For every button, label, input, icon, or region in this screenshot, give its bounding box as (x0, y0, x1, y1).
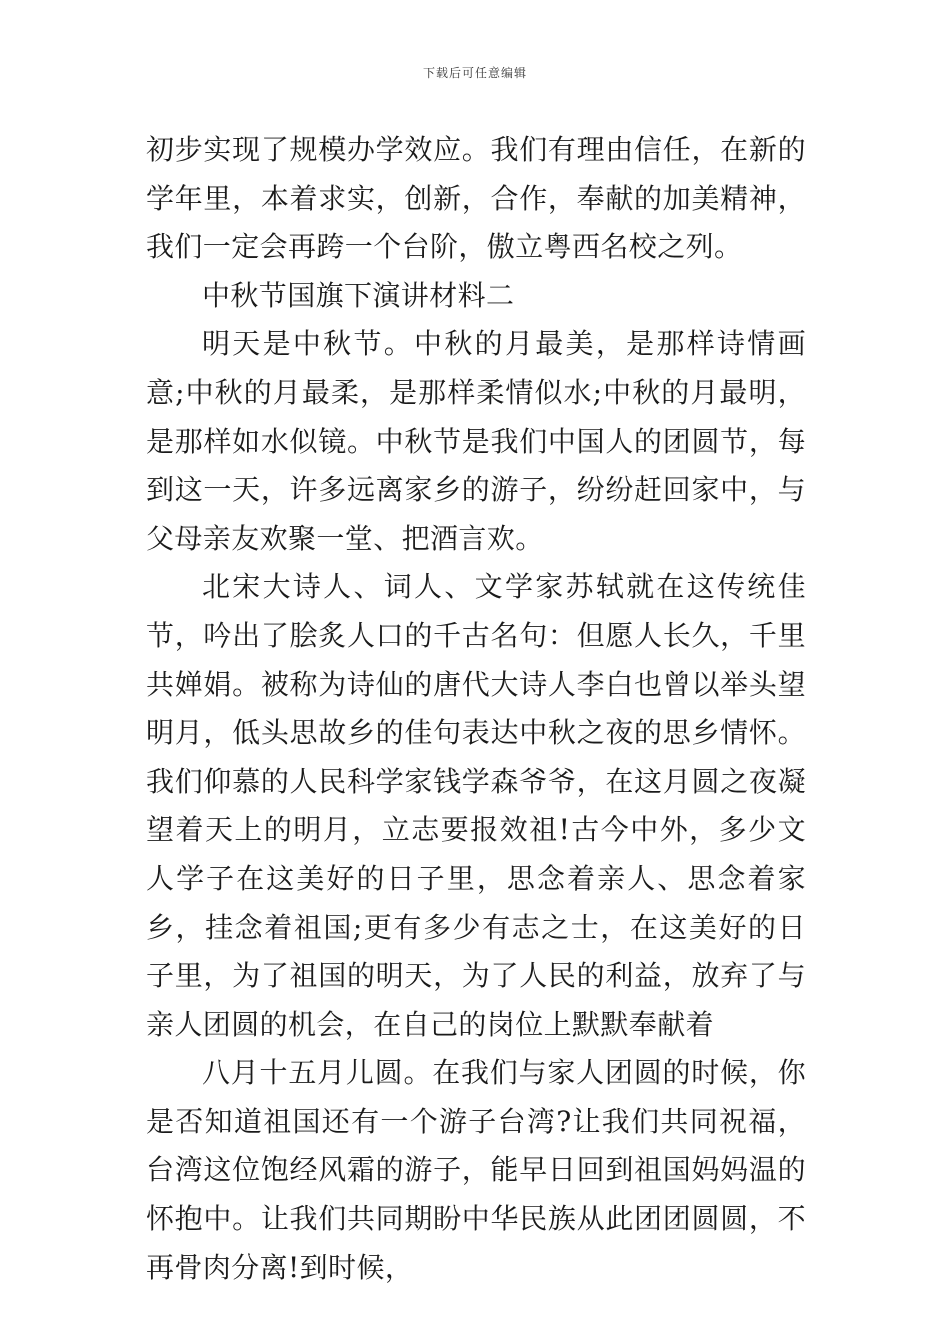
paragraph-continuation: 初步实现了规模办学效应。我们有理由信任，在新的学年里，本着求实，创新，合作，奉献的加美精神，我们一定会再跨一个台阶，傲立粤西名校之列。 (146, 133, 806, 264)
section-heading: 中秋节国旗下演讲材料二 (202, 278, 515, 312)
header-note: 下载后可任意编辑 (422, 66, 527, 80)
document-body (146, 126, 806, 1292)
paragraph: 北宋大诗人、词人、文学家苏轼就在这传统佳节，吟出了脍炙人口的千古名句：但愿人长久，千里共婵娟。被称为诗仙的唐代大诗人李白也曾以举头望明月，低头思故乡的佳句表达中秋之夜的思乡情怀。我们仰慕的人民科学家钱学森爷爷，在这月圆之夜凝望着天上的明月，立志要报效祖!古今中外，多少文人学子在这美好的日子里，思念着亲人、思念着家乡，挂念着祖国;更有多少有志之士，在这美好的日子里，为了祖国的明天，为了人民的利益，放弃了与亲人团圆的机会，在自己的岗位上默默奉献着 (146, 570, 806, 1041)
paragraph: 明天是中秋节。中秋的月最美，是那样诗情画意;中秋的月最柔，是那样柔情似水;中秋的月最明，是那样如水似镜。中秋节是我们中国人的团圆节，每到这一天，许多远离家乡的游子，纷纷赶回家中，与父母亲友欢聚一堂、把酒言欢。 (146, 327, 806, 555)
paragraph: 八月十五月儿圆。在我们与家人团圆的时候，你是否知道祖国还有一个游子台湾?让我们共同祝福，台湾这位饱经风霜的游子，能早日回到祖国妈妈温的怀抱中。让我们共同期盼中华民族从此团团圆圆，不再骨肉分离!到时候， (146, 1056, 806, 1284)
